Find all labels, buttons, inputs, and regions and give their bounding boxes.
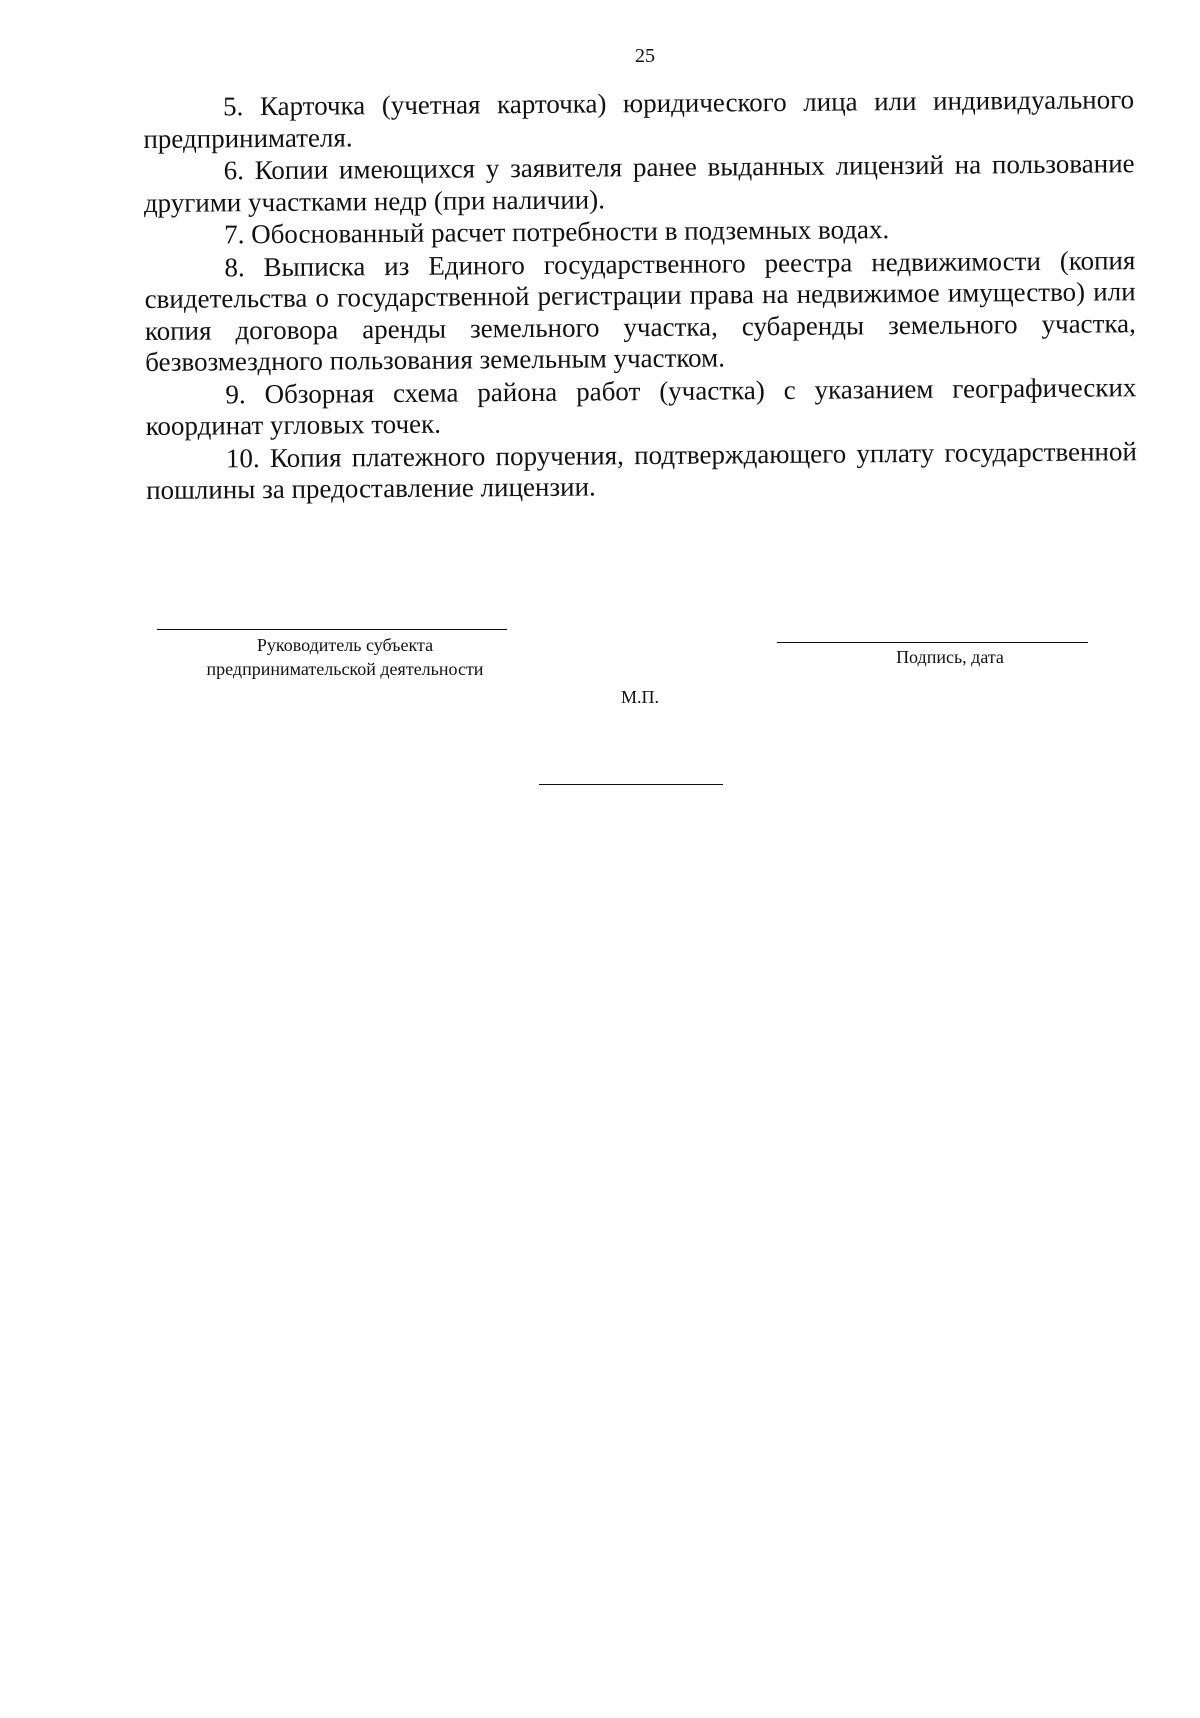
end-rule [539, 784, 723, 785]
signature-block [0, 620, 1200, 800]
stamp-label: М.П. [620, 687, 659, 707]
signature-line-left [157, 629, 507, 630]
page-number: 25 [635, 45, 655, 67]
list-item: 5. Карточка (учетная карточка) юридического лица или индивидуального предпринимателя. [143, 84, 1135, 154]
signature-caption-left: Руководитель субъекта предпринимательской деятельности [206, 635, 484, 679]
list-item: 8. Выписка из Единого государственного реестра недвижимости (копия свидетельства о государственной регистрации права на недвижимое имущество) или копия договора аренды земельного участка, субаренды земельного участка, безвозмездного пользования земельным участком. [144, 244, 1136, 377]
list-item: 9. Обзорная схема района работ (участка) с указанием географических координат угловых точек. [145, 371, 1137, 441]
list-item: 6. Копии имеющихся у заявителя ранее выданных лицензий на пользование другими участками недр (при наличии). [143, 148, 1135, 218]
list-item: 10. Копия платежного поручения, подтверждающего уплату государственной пошлины за предоставление лицензии. [146, 435, 1137, 505]
list-item: 7. Обоснованный расчет потребности в подземных водах. [224, 214, 890, 250]
signature-line-right [777, 642, 1088, 643]
signature-caption-right: Подпись, дата [896, 647, 1004, 667]
document-list [143, 84, 1137, 506]
